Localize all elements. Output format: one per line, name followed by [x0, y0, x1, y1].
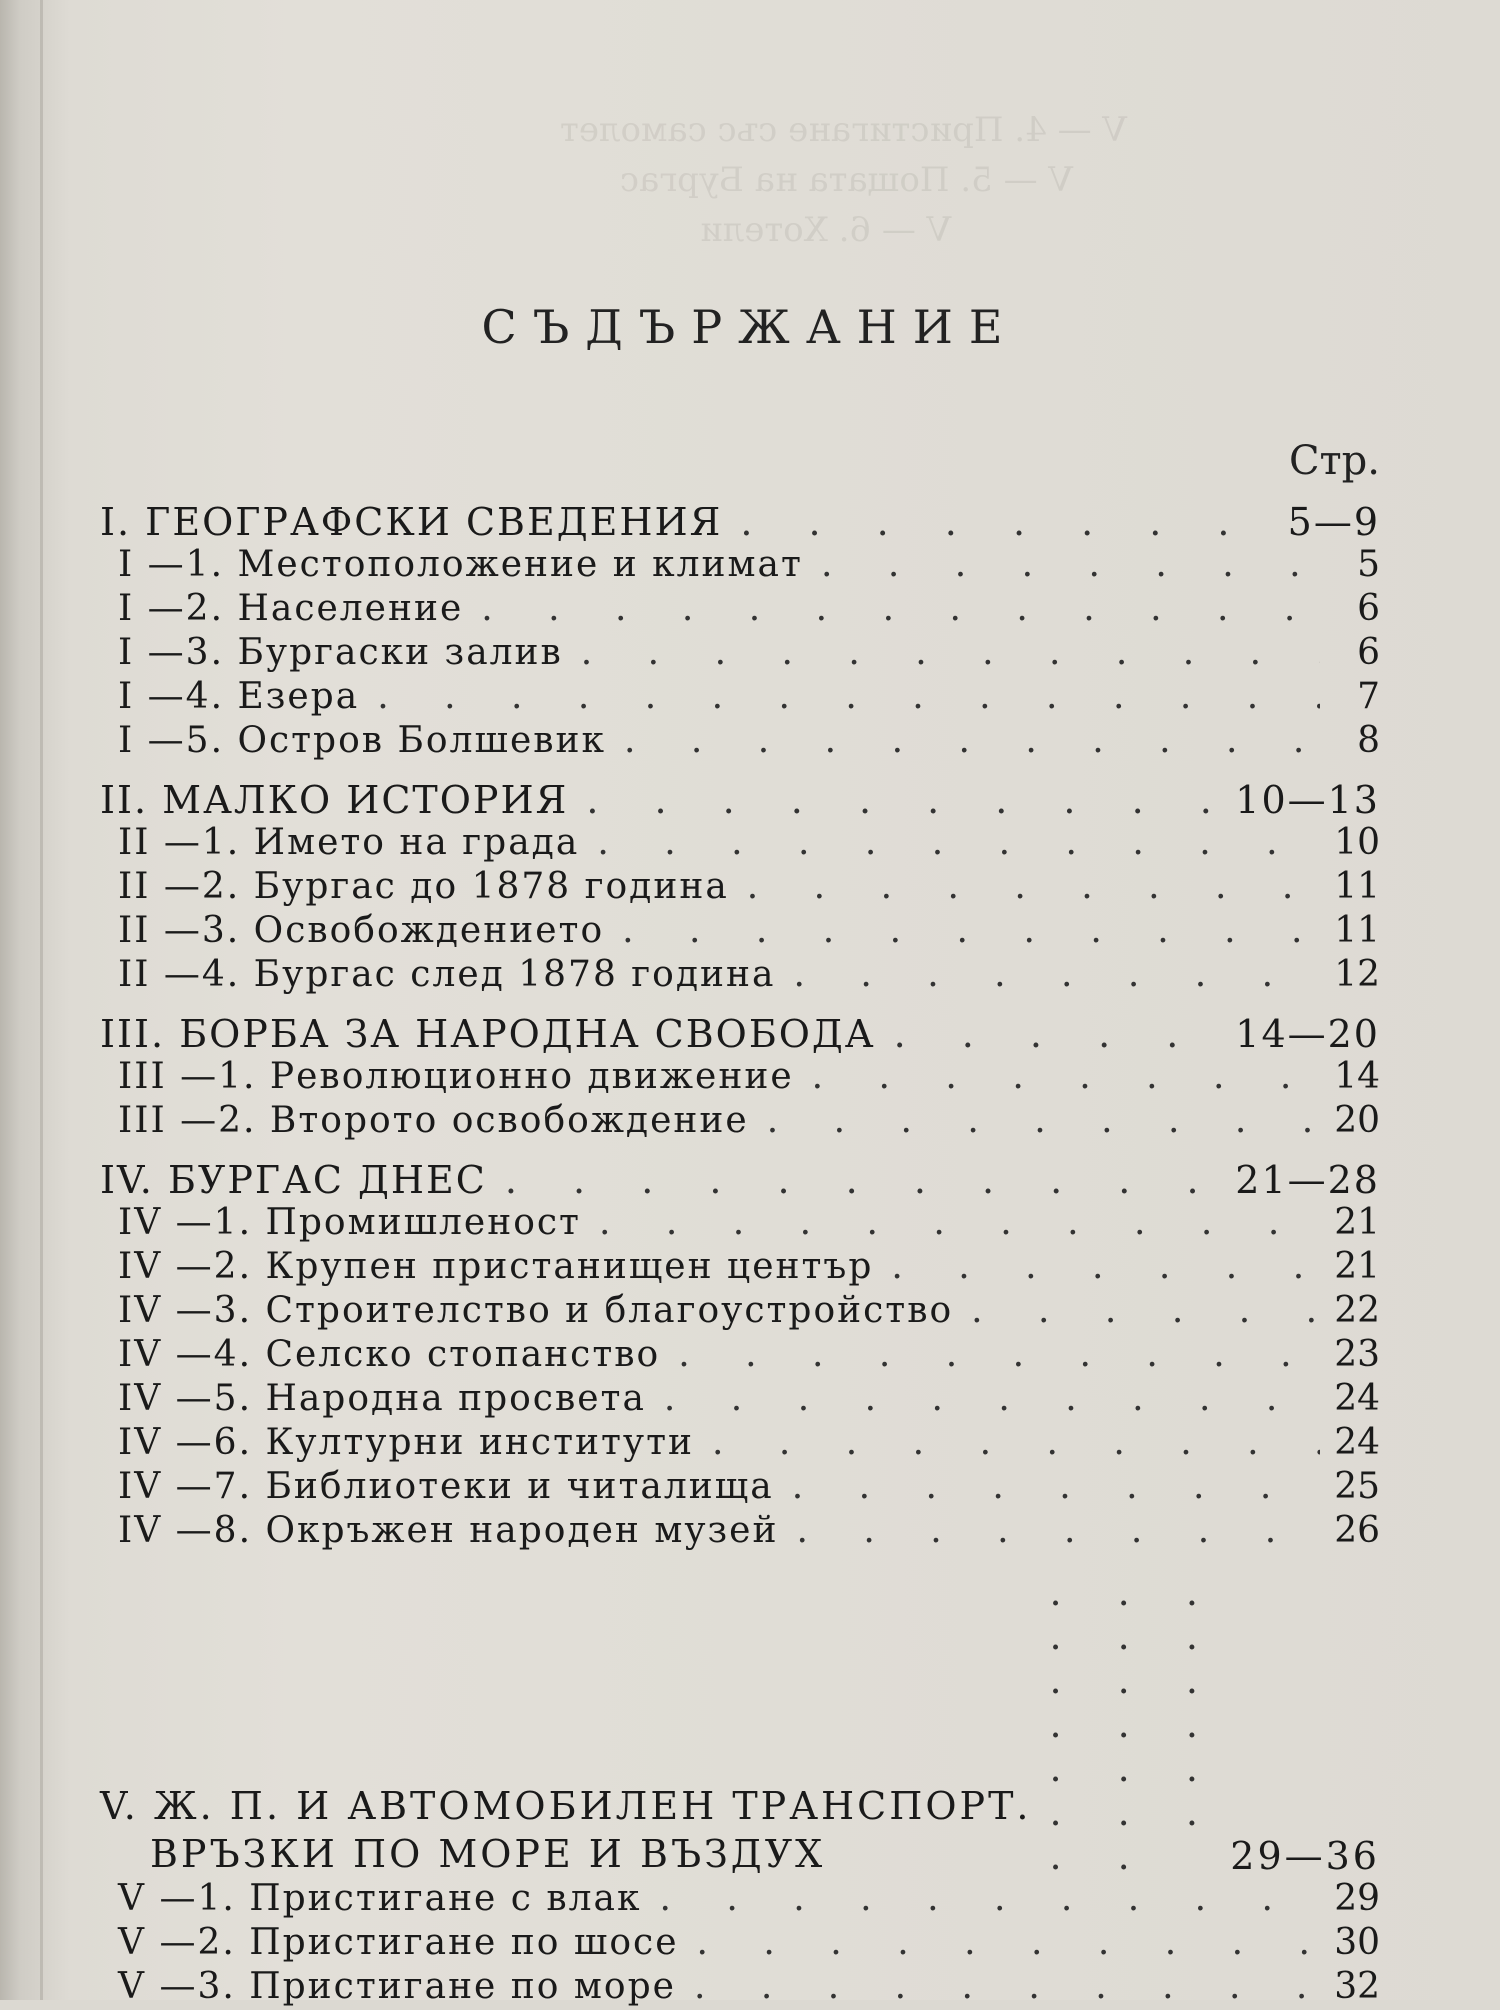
item-title: I —5. Остров Болшевик — [118, 720, 607, 761]
dot-leader — [775, 954, 1320, 995]
show-through-text: V — 4. Пристигане със самолет — [560, 110, 1127, 150]
toc-item[interactable] — [100, 720, 1380, 764]
item-page: 14 — [1334, 1056, 1380, 1097]
item-title: IV —6. Културни институти — [118, 1422, 695, 1463]
item-title: IV —5. Народна просвета — [118, 1378, 646, 1419]
toc-item[interactable] — [100, 1510, 1380, 1554]
item-title: V —3. Пристигане по море — [118, 1966, 676, 2007]
toc-item[interactable] — [100, 1290, 1380, 1334]
dot-leader — [803, 544, 1320, 585]
item-page: 24 — [1334, 1422, 1380, 1463]
dot-leader — [581, 1202, 1320, 1243]
toc-item[interactable] — [100, 1100, 1380, 1144]
item-page: 24 — [1334, 1378, 1380, 1419]
section-title: IV. БУРГАС ДНЕС — [100, 1158, 487, 1202]
toc-section[interactable] — [100, 1158, 1380, 1202]
item-page: 8 — [1357, 720, 1380, 761]
dot-leader — [563, 632, 1320, 673]
section-title-line1: V. Ж. П. И АВТОМОБИЛЕН ТРАНСПОРТ. — [100, 1784, 1032, 1828]
dot-leader — [778, 1510, 1320, 1551]
item-page: 11 — [1334, 866, 1380, 907]
item-title: IV —8. Окръжен народен музей — [118, 1510, 779, 1551]
item-title: IV —3. Строителство и благоустройство — [118, 1290, 954, 1331]
toc-item[interactable] — [100, 1378, 1380, 1422]
item-page: 22 — [1334, 1290, 1380, 1331]
toc-item[interactable] — [100, 544, 1380, 588]
item-page: 29 — [1334, 1878, 1380, 1919]
item-title: IV —2. Крупен пристанищен център — [118, 1246, 874, 1287]
page-title: СЪДЪРЖАНИЕ — [481, 300, 1019, 354]
item-page: 21 — [1334, 1246, 1380, 1287]
item-page: 26 — [1334, 1510, 1380, 1551]
item-title: IV —1. Промишленост — [118, 1202, 581, 1243]
section-pages: 10—13 — [1235, 778, 1380, 822]
item-page: 21 — [1334, 1202, 1380, 1243]
toc-item[interactable] — [100, 1056, 1380, 1100]
toc-item[interactable] — [100, 822, 1380, 866]
dot-leader — [642, 1878, 1320, 1919]
item-page: 6 — [1357, 588, 1380, 629]
dot-leader — [953, 1290, 1320, 1331]
toc-item[interactable] — [100, 632, 1380, 676]
item-page: 6 — [1357, 632, 1380, 673]
section-pages: 5—9 — [1287, 500, 1380, 544]
dot-leader — [749, 1100, 1320, 1141]
item-title: I —2. Население — [118, 588, 464, 629]
toc-item[interactable] — [100, 1246, 1380, 1290]
page-column-header: Стр. — [1288, 438, 1380, 484]
item-page: 12 — [1334, 954, 1380, 995]
section-title: III. БОРБА ЗА НАРОДНА СВОБОДА — [100, 1012, 876, 1056]
toc-section[interactable] — [100, 1012, 1380, 1056]
toc-item[interactable] — [100, 910, 1380, 954]
item-page: 23 — [1334, 1334, 1380, 1375]
toc-item[interactable] — [100, 1966, 1380, 2010]
toc-item[interactable] — [100, 1202, 1380, 1246]
item-page: 5 — [1357, 544, 1380, 585]
item-page: 7 — [1357, 676, 1380, 717]
item-title: I —3. Бургаски залив — [118, 632, 563, 673]
dot-leader — [463, 588, 1320, 629]
toc-item[interactable] — [100, 1334, 1380, 1378]
toc-section[interactable] — [100, 778, 1380, 822]
item-title: I —4. Езера — [118, 676, 360, 717]
dot-leader — [1032, 1570, 1231, 1878]
dot-leader — [873, 1246, 1320, 1287]
toc-item[interactable] — [100, 588, 1380, 632]
dot-leader — [774, 1466, 1320, 1507]
toc-item[interactable] — [100, 1422, 1380, 1466]
item-title: II —1. Името на града — [118, 822, 580, 863]
dot-leader — [679, 1922, 1320, 1963]
toc-item[interactable] — [100, 1878, 1380, 1922]
dot-leader — [579, 822, 1320, 863]
item-title: III —2. Второто освобождение — [118, 1100, 749, 1141]
section-pages: 21—28 — [1235, 1158, 1380, 1202]
dot-leader — [794, 1056, 1320, 1097]
item-page: 10 — [1334, 822, 1380, 863]
dot-leader — [359, 676, 1320, 717]
item-page: 30 — [1334, 1922, 1380, 1963]
item-title: V —2. Пристигане по шосе — [118, 1922, 679, 1963]
toc-item[interactable] — [100, 1922, 1380, 1966]
dot-leader — [729, 866, 1320, 907]
item-title: V —1. Пристигане с влак — [118, 1878, 642, 1919]
item-title: IV —4. Селско стопанство — [118, 1334, 661, 1375]
toc-item[interactable] — [100, 866, 1380, 910]
show-through-text: V — 5. Пощата на Бургас — [620, 160, 1073, 200]
section-title-line2: ВРЪЗКИ ПО МОРЕ И ВЪЗДУХ — [150, 1832, 826, 1876]
toc-section[interactable] — [100, 500, 1380, 544]
item-page: 25 — [1334, 1466, 1380, 1507]
toc-item[interactable] — [100, 676, 1380, 720]
dot-leader — [568, 778, 1235, 822]
item-page: 20 — [1334, 1100, 1380, 1141]
toc-section[interactable] — [100, 1570, 1380, 1878]
section-pages: 29—36 — [1230, 1834, 1380, 1878]
table-of-contents — [100, 500, 1380, 2010]
section-title: II. МАЛКО ИСТОРИЯ — [100, 778, 569, 822]
item-page: 32 — [1334, 1966, 1380, 2007]
item-title: III —1. Революционно движение — [118, 1056, 794, 1097]
item-page: 11 — [1334, 910, 1380, 951]
dot-leader — [646, 1378, 1320, 1419]
show-through-text: V — 6. Хотели — [700, 210, 952, 250]
item-title: II —3. Освобождението — [118, 910, 605, 951]
item-title: I —1. Местоположение и климат — [118, 544, 803, 585]
item-title: II —4. Бургас след 1878 година — [118, 954, 776, 995]
section-pages: 14—20 — [1235, 1012, 1380, 1056]
dot-leader — [676, 1966, 1320, 2007]
section-title: I. ГЕОГРАФСКИ СВЕДЕНИЯ — [100, 500, 723, 544]
dot-leader — [876, 1012, 1236, 1056]
item-title: IV —7. Библиотеки и читалища — [118, 1466, 774, 1507]
dot-leader — [722, 500, 1287, 544]
toc-item[interactable] — [100, 954, 1380, 998]
dot-leader — [606, 720, 1320, 761]
toc-item[interactable] — [100, 1466, 1380, 1510]
item-title: II —2. Бургас до 1878 година — [118, 866, 729, 907]
dot-leader — [487, 1158, 1235, 1202]
dot-leader — [694, 1422, 1320, 1463]
dot-leader — [604, 910, 1320, 951]
dot-leader — [660, 1334, 1320, 1375]
